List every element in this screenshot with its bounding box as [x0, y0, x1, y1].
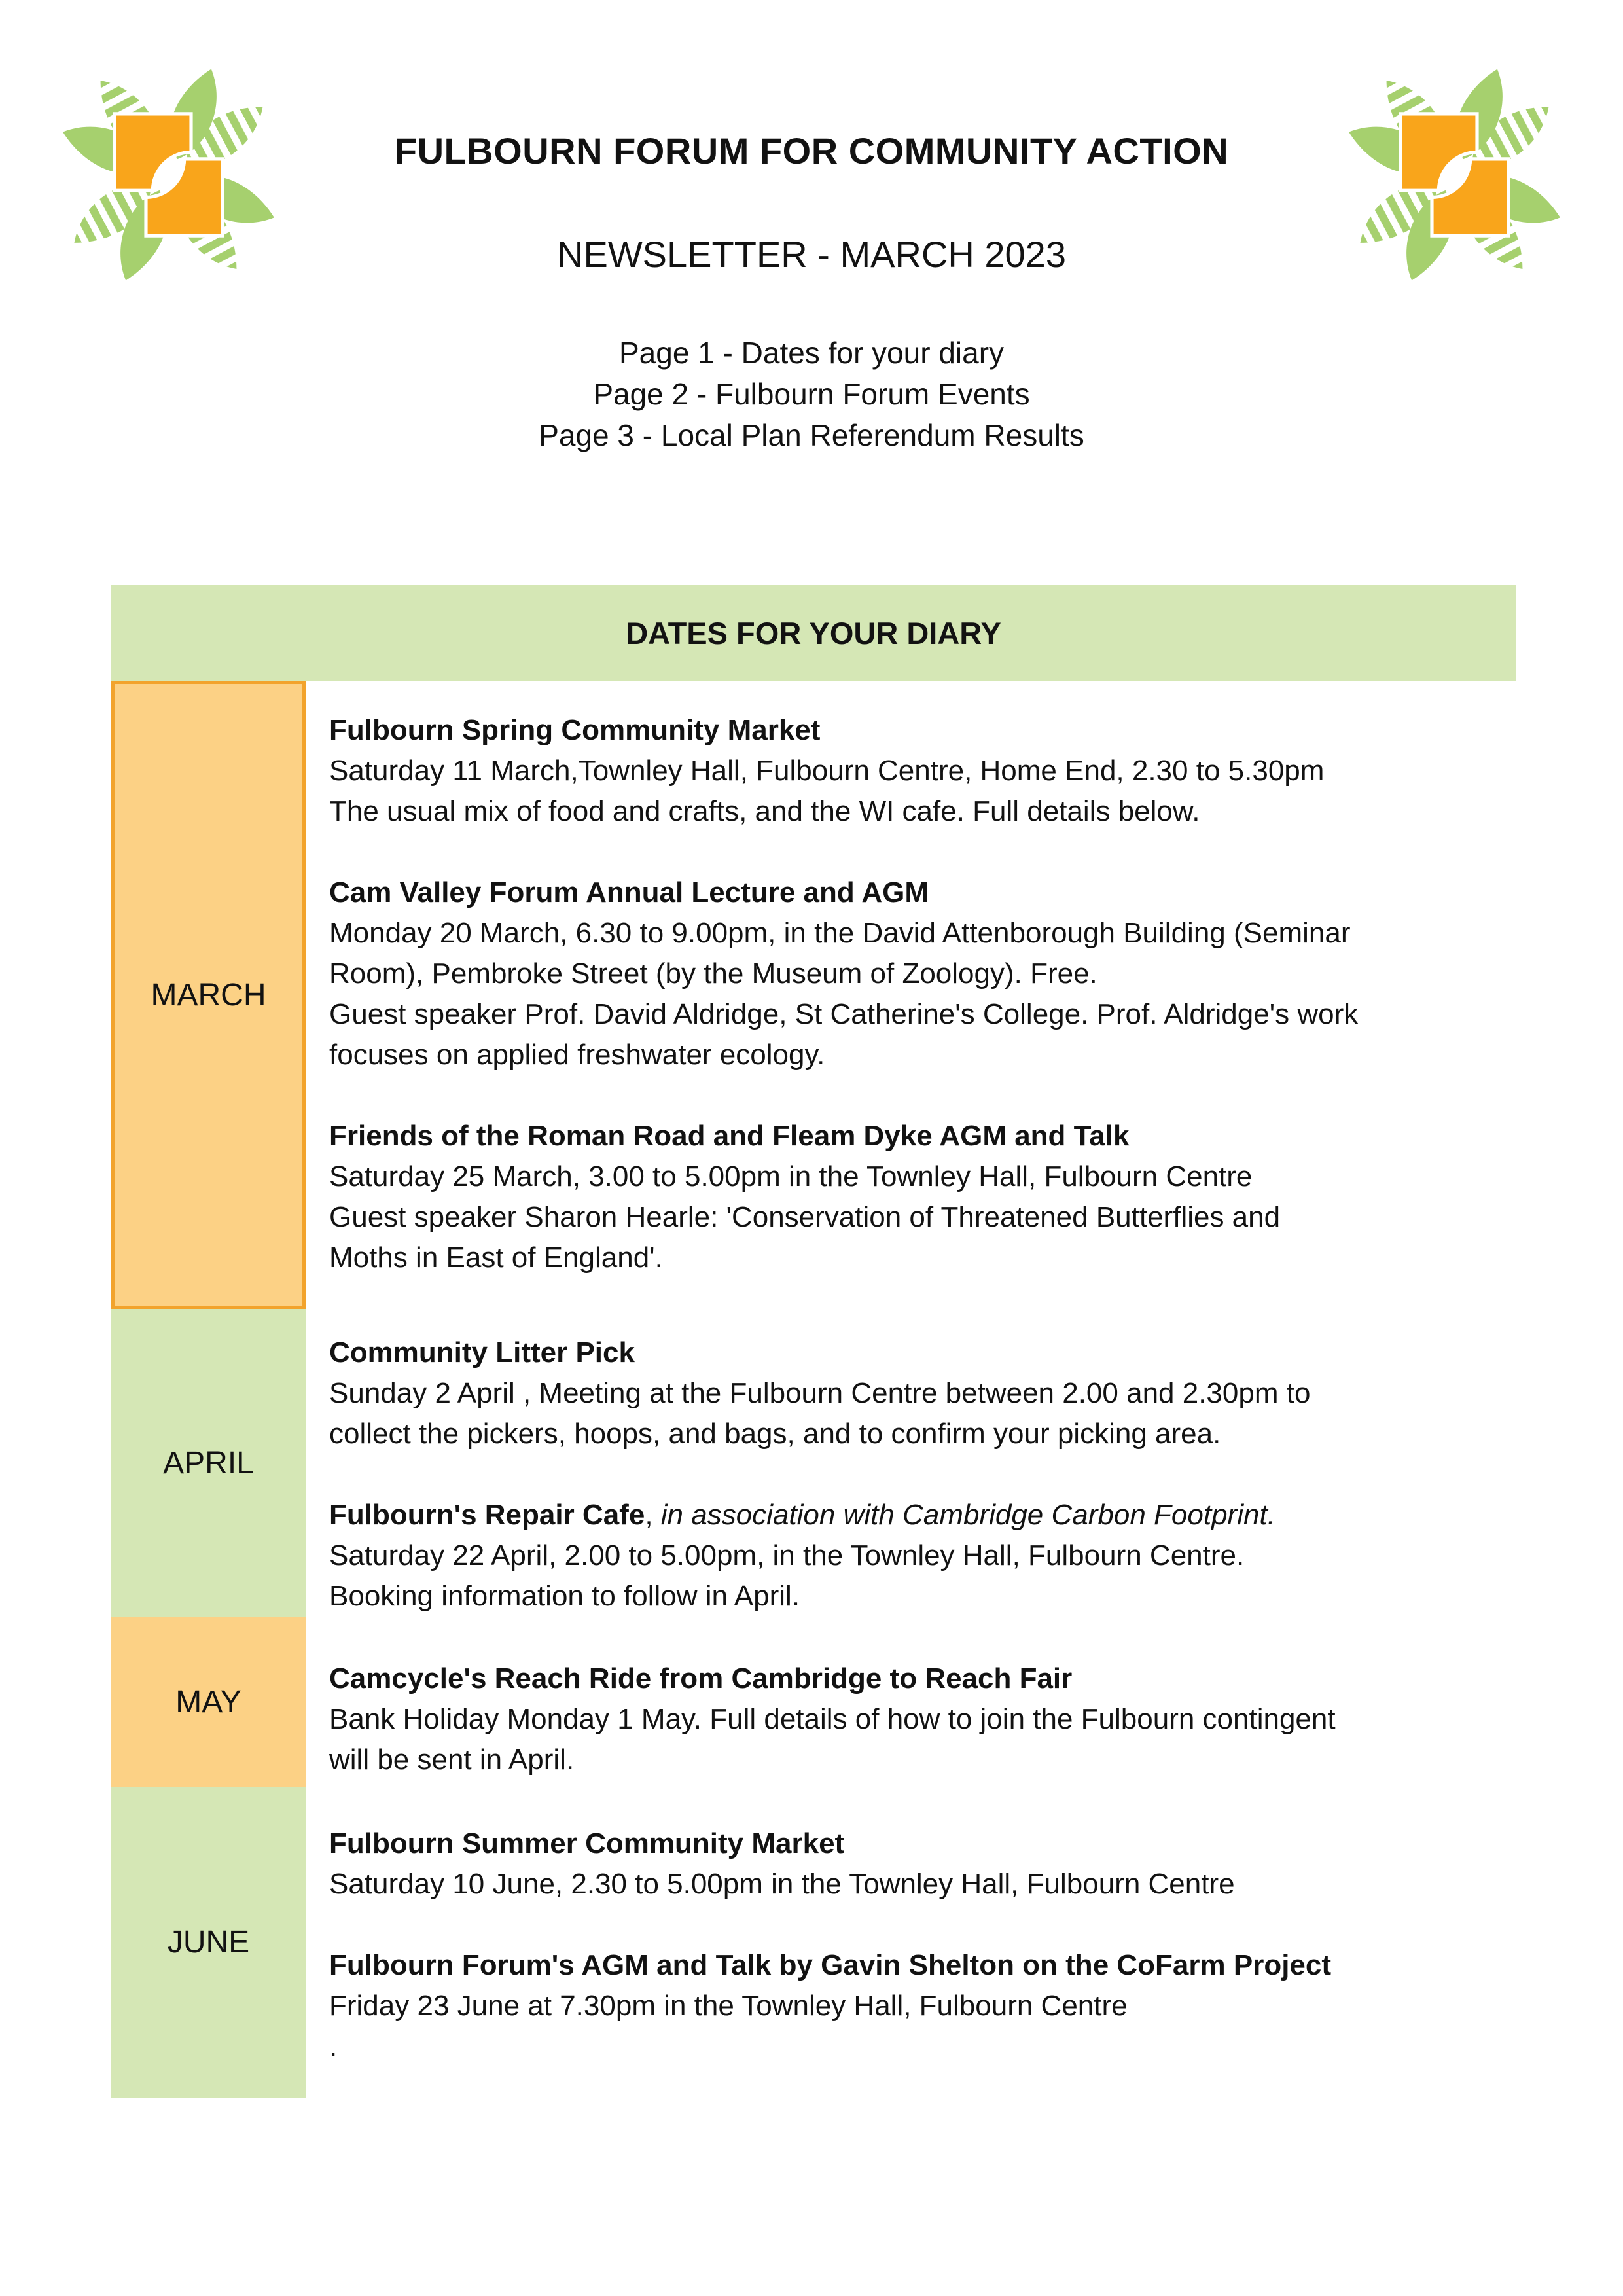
event-line: Guest speaker Prof. David Aldridge, St Catherine's College. Prof. Aldridge's work [329, 998, 1359, 1030]
month-cell [111, 1787, 306, 2098]
event-block [329, 1495, 1496, 1617]
diary-section-heading: DATES FOR YOUR DIARY [111, 585, 1516, 681]
event-line: Saturday 11 March,Townley Hall, Fulbourn Centre, Home End, 2.30 to 5.30pm [329, 755, 1325, 787]
diary-row [111, 681, 1516, 1309]
event-title: Fulbourn Spring Community Market [329, 714, 821, 746]
event-line: focuses on applied freshwater ecology. [329, 1039, 825, 1071]
diary-row [111, 1787, 1516, 2098]
event-block [329, 1116, 1496, 1278]
events-cell [306, 1309, 1516, 1617]
diary-row [111, 1617, 1516, 1787]
event-line: will be sent in April. [329, 1744, 575, 1776]
event-line: Saturday 22 April, 2.00 to 5.00pm, in the Townley Hall, Fulbourn Centre. [329, 1539, 1245, 1571]
event-line: Monday 20 March, 6.30 to 9.00pm, in the David Attenborough Building (Seminar [329, 917, 1351, 949]
event-title-line [329, 710, 1496, 751]
event-title: Camcycle's Reach Ride from Cambridge to Reach Fair [329, 1662, 1073, 1695]
event-block [329, 1333, 1496, 1454]
event-line: Friday 23 June at 7.30pm in the Townley Hall, Fulbourn Centre [329, 1990, 1128, 2022]
index-line-page2: Page 2 - Fulbourn Forum Events [593, 377, 1030, 411]
event-line: Saturday 10 June, 2.30 to 5.00pm in the Townley Hall, Fulbourn Centre [329, 1868, 1235, 1900]
event-title-line [329, 872, 1496, 913]
event-block [329, 1945, 1496, 2067]
event-line: Booking information to follow in April. [329, 1580, 800, 1612]
event-line: The usual mix of food and crafts, and the WI cafe. Full details below. [329, 795, 1200, 827]
month-cell [111, 681, 306, 1309]
newsletter-subtitle: NEWSLETTER - MARCH 2023 [557, 234, 1066, 275]
event-title: Cam Valley Forum Annual Lecture and AGM [329, 876, 929, 908]
event-block [329, 710, 1496, 832]
month-cell [111, 1617, 306, 1787]
newsletter-title: FULBOURN FORUM FOR COMMUNITY ACTION [394, 130, 1229, 171]
index-line-page3: Page 3 - Local Plan Referendum Results [539, 418, 1084, 452]
event-line: Guest speaker Sharon Hearle: 'Conservation of Threatened Butterflies and [329, 1201, 1281, 1233]
events-cell [306, 681, 1516, 1309]
index-line-page1: Page 1 - Dates for your diary [618, 336, 1005, 370]
event-title: Fulbourn's Repair Cafe [329, 1499, 645, 1531]
event-title: Community Litter Pick [329, 1336, 635, 1369]
event-block [329, 1659, 1496, 1780]
event-title-line [329, 1333, 1496, 1373]
event-line: Moths in East of England'. [329, 1242, 663, 1274]
event-block [329, 1823, 1496, 1905]
month-label: JUNE [167, 1925, 250, 1960]
event-title-line [329, 1495, 1496, 1535]
event-line: collect the pickers, hoops, and bags, and to confirm your picking area. [329, 1418, 1221, 1450]
event-line: Saturday 25 March, 3.00 to 5.00pm in the Townley Hall, Fulbourn Centre [329, 1160, 1253, 1193]
diary-table [111, 681, 1516, 2098]
event-title: Friends of the Roman Road and Fleam Dyke AGM and Talk [329, 1120, 1130, 1152]
event-title-note: in association with Cambridge Carbon Footprint. [660, 1499, 1275, 1531]
event-block [329, 872, 1496, 1075]
event-title-line [329, 1945, 1496, 1986]
month-label: MAY [175, 1684, 241, 1719]
month-label: MARCH [151, 977, 266, 1013]
month-label: APRIL [163, 1445, 254, 1480]
event-line: Sunday 2 April , Meeting at the Fulbourn Centre between 2.00 and 2.30pm to [329, 1377, 1311, 1409]
event-line: . [329, 2030, 338, 2062]
event-line: Bank Holiday Monday 1 May. Full details of how to join the Fulbourn contingent [329, 1703, 1336, 1735]
events-cell [306, 1787, 1516, 2098]
event-title: Fulbourn Summer Community Market [329, 1827, 845, 1859]
event-title-line [329, 1659, 1496, 1699]
diary-row [111, 1309, 1516, 1617]
page-index [0, 332, 1623, 456]
event-title-line [329, 1823, 1496, 1864]
event-line: Room), Pembroke Street (by the Museum of Zoology). Free. [329, 958, 1097, 990]
month-cell [111, 1309, 306, 1617]
event-title-separator: , [645, 1499, 661, 1531]
event-title-line [329, 1116, 1496, 1157]
event-title: Fulbourn Forum's AGM and Talk by Gavin Shelton on the CoFarm Project [329, 1949, 1332, 1981]
events-cell [306, 1617, 1516, 1787]
